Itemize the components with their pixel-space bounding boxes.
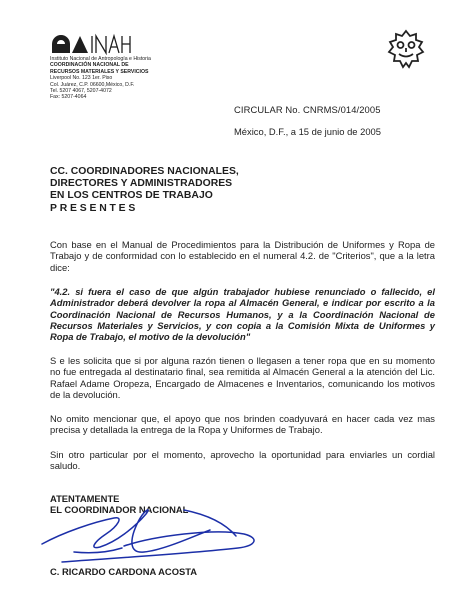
coordination-name-line1: COORDINACIÓN NACIONAL DE bbox=[50, 62, 129, 69]
address-colony: Col. Juárez, C.P. 06600,México, D.F. bbox=[50, 81, 135, 88]
closing-salutation: ATENTAMENTE bbox=[50, 493, 120, 504]
intro-paragraph: Con base en el Manual de Procedimientos para la Distribución de Uniformes y Ropa de Trabajo y de conformidad con lo establecido en el numeral 4.2. de "Criterios", que a la letra dice: bbox=[50, 239, 435, 273]
circular-number: CIRCULAR No. CNRMS/014/2005 bbox=[234, 104, 381, 115]
request-paragraph: S e les solicita que si por alguna razón tienen o llegasen a tener ropa que en su momento no fue entregada al destinatario final, sea remitida al Almacén General a la atención del Lic. Rafael Adame Oropeza, Encargado de Almacenes e Inventarios, comunicando los motivos de la devolución. bbox=[50, 355, 435, 400]
address-street: Liverpool No. 123 1er. Piso bbox=[50, 75, 113, 82]
addressee-line: DIRECTORES Y ADMINISTRADORES bbox=[50, 178, 233, 190]
farewell-paragraph: Sin otro particular por el momento, aprovecho la oportunidad para enviarles un cordial saludo. bbox=[50, 449, 435, 472]
addressee-line: CC. COORDINADORES NACIONALES, bbox=[50, 166, 239, 177]
signer-title: EL COORDINADOR NACIONAL bbox=[50, 504, 189, 516]
coordination-name-line2: RECURSOS MATERIALES Y SERVICIOS bbox=[50, 68, 149, 75]
emblem-icon bbox=[386, 28, 426, 72]
institution-info bbox=[50, 56, 151, 101]
addressee-line: EN LOS CENTROS DE TRABAJO bbox=[50, 190, 213, 202]
date-line: México, D.F., a 15 de junio de 2005 bbox=[234, 126, 381, 137]
presentes-heading: PRESENTES bbox=[50, 202, 139, 214]
addressee-block bbox=[50, 166, 239, 215]
inah-logo bbox=[50, 33, 132, 55]
handwritten-signature bbox=[34, 492, 274, 572]
signer-name: C. RICARDO CARDONA ACOSTA bbox=[50, 566, 198, 577]
support-paragraph: No omito mencionar que, el apoyo que nos brinden coadyuvará en hacer cada vez mas precisa y detallada la entrega de la Ropa y Uniformes de Trabajo. bbox=[50, 413, 435, 436]
fax-line: Fax: 5207-4064 bbox=[50, 94, 87, 101]
quoted-criteria: "4.2. si fuera el caso de que algún trabajador hubiese renunciado o fallecido, el Administrador deberá devolver la ropa al Almacén General, e indicar por escrito a la Coordinación Nacional de Recursos Humanos, y a la Coordinación Nacional de Recursos Materiales y Servicios, y con copia a la Comisión Mixta de Uniformes y Ropa de Trabajo, el motivo de la devolución" bbox=[50, 286, 435, 343]
institution-name: Instituto Nacional de Antropología e Historia bbox=[50, 56, 151, 62]
phone-line: Tel. 5207 4067, 5207-4072 bbox=[50, 88, 112, 95]
